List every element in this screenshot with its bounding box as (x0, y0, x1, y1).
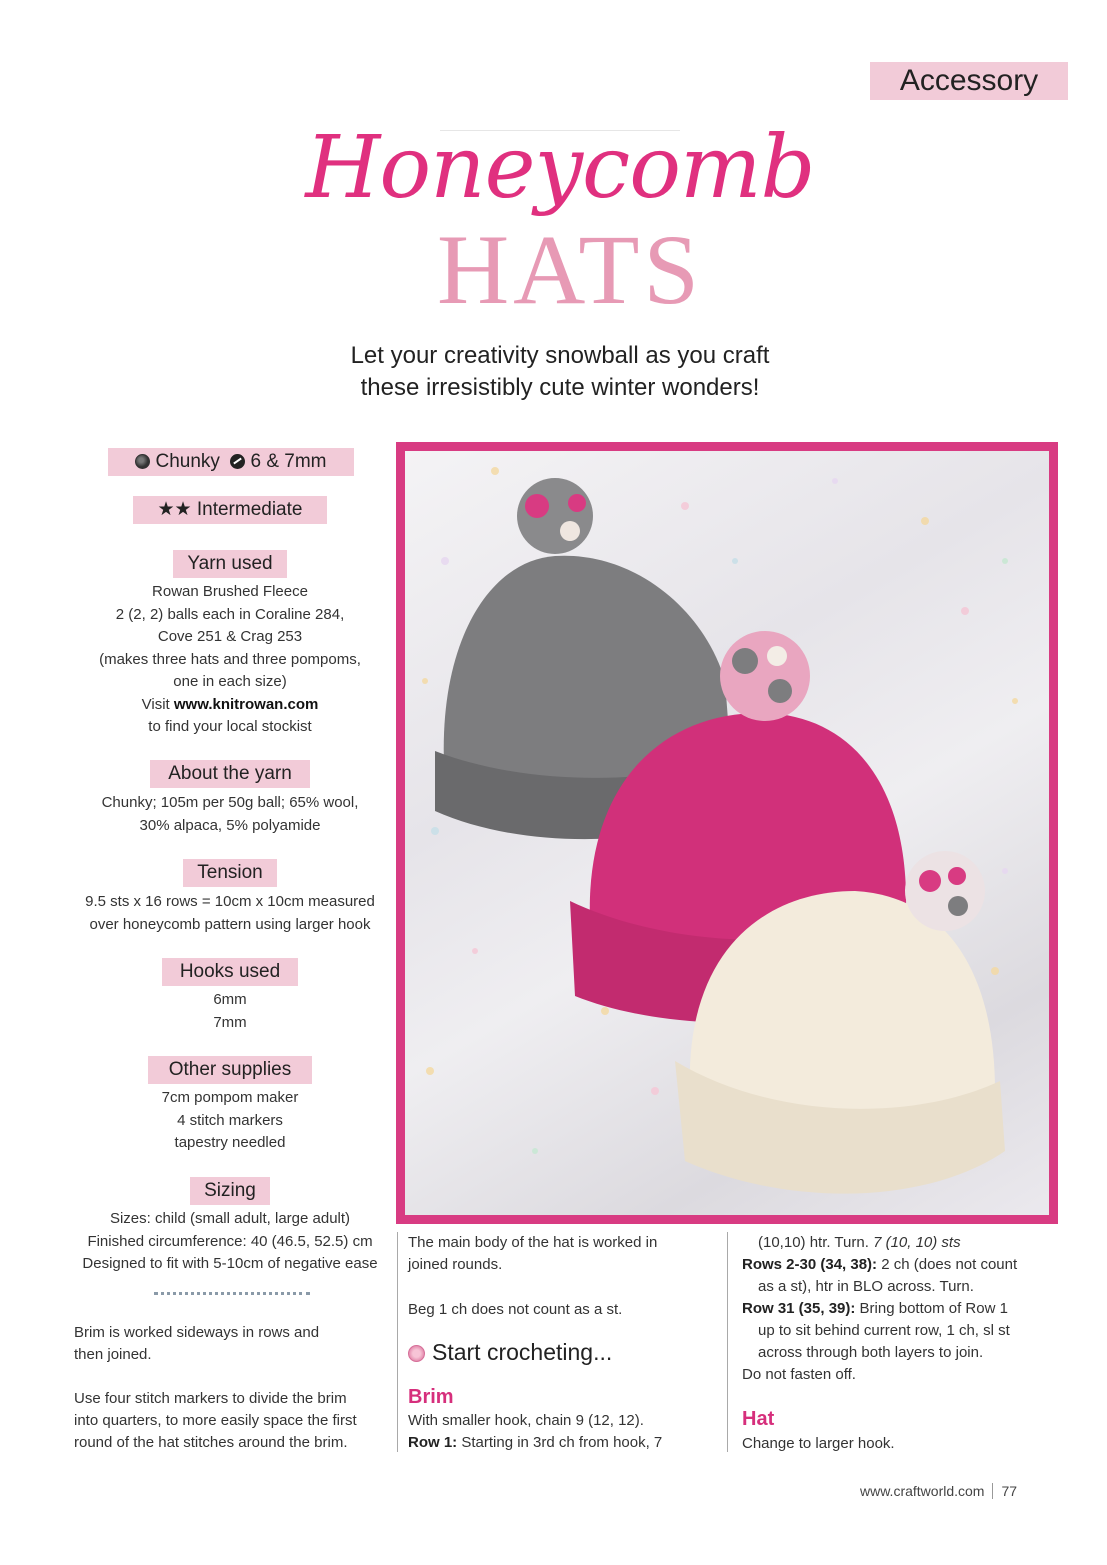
standfirst-line: Let your creativity snowball as you craft (350, 342, 770, 369)
row31-text: Bring bottom of Row 1 (859, 1300, 1008, 1317)
brim-instructions (408, 1410, 723, 1454)
tension-heading: Tension (183, 859, 277, 887)
difficulty-label: Intermediate (196, 499, 303, 520)
visit-text: Visit (141, 695, 170, 713)
info-line: 6mm (213, 991, 247, 1008)
page-number: 77 (1001, 1483, 1018, 1499)
page-footer (860, 1483, 1017, 1499)
difficulty-tag (133, 496, 327, 524)
photo-frame (396, 442, 1058, 1224)
dotted-divider (154, 1292, 310, 1295)
beg-note: Beg 1 ch does not count as a st. (408, 1301, 623, 1318)
info-line: 30% alpaca, 5% polyamide (139, 816, 321, 834)
right-instructions (742, 1232, 1062, 1386)
rows-line-2: as a st), htr in BLO across. Turn. (758, 1278, 974, 1295)
info-line: tapestry needled (174, 1134, 286, 1151)
info-line: to find your local stockist (148, 718, 312, 735)
supplies-heading: Other supplies (148, 1056, 312, 1084)
info-line: Sizes: child (small adult, large adult) (109, 1210, 351, 1227)
cont-text: (10,10) htr. Turn. (758, 1234, 869, 1251)
title-main: HATS (436, 214, 704, 325)
hooks-info (60, 989, 400, 1034)
note-line: round of the hat stitches around the brim. (74, 1434, 348, 1451)
continued-line (742, 1232, 1062, 1254)
info-line: 7mm (213, 1013, 247, 1031)
hook-size: 6 & 7mm (250, 451, 327, 472)
info-line: one in each size) (173, 673, 287, 690)
yarn-ball-icon (408, 1345, 425, 1362)
info-line: Cove 251 & Crag 253 (157, 628, 303, 645)
section-tag: Accessory (870, 62, 1068, 100)
hook-icon (230, 454, 245, 469)
visit-line (60, 694, 400, 717)
hats-illustration (405, 451, 1049, 1215)
info-line: (makes three hats and three pompoms, (99, 650, 361, 668)
footer-site[interactable]: www.craftworld.com (860, 1483, 985, 1499)
rows-text: 2 ch (does not count (881, 1256, 1018, 1273)
start-crocheting-heading (408, 1339, 612, 1366)
rowan-link[interactable]: www.knitrowan.com (173, 695, 319, 713)
sizing-heading: Sizing (190, 1177, 270, 1205)
info-line: 7cm pompom maker (161, 1089, 299, 1106)
note-line: then joined. (74, 1346, 152, 1363)
row31-line-3: across through both layers to join. (758, 1344, 984, 1361)
info-line: Rowan Brushed Fleece (152, 583, 308, 600)
row31-line (742, 1298, 1062, 1320)
rows-line (742, 1254, 1062, 1276)
row31-line-2: up to sit behind current row, 1 ch, sl st (758, 1322, 1010, 1339)
row1-text: Starting in 3rd ch from hook, 7 (461, 1434, 663, 1451)
column-divider (397, 1232, 398, 1452)
tension-info (60, 891, 400, 936)
hat-heading: Hat (742, 1408, 775, 1430)
standfirst-line: these irresistibly cute winter wonders! (360, 374, 760, 401)
rows-label: Rows 2-30 (34, 38): (742, 1256, 878, 1273)
text-line: The main body of the hat is worked in (408, 1234, 658, 1251)
title-script: Honeycomb (305, 118, 815, 218)
info-line: 4 stitch markers (177, 1111, 283, 1129)
brim-heading: Brim (408, 1386, 454, 1408)
stitch-count: 7 (10, 10) sts (873, 1234, 961, 1251)
hats-photo (405, 451, 1049, 1215)
text-line: joined rounds. (408, 1256, 503, 1273)
info-line: 9.5 sts x 16 rows = 10cm x 10cm measured (85, 893, 375, 910)
note-line: Brim is worked sideways in rows and (74, 1324, 320, 1341)
brim-note (74, 1322, 394, 1366)
note-line: into quarters, to more easily space the first (74, 1412, 357, 1429)
yarn-used-heading: Yarn used (173, 550, 287, 578)
info-line: Chunky; 105m per 50g ball; 65% wool, (101, 794, 359, 811)
info-line: over honeycomb pattern using larger hook (89, 915, 371, 933)
info-line: Finished circumference: 40 (46.5, 52.5) cm (87, 1232, 373, 1250)
note-line: Use four stitch markers to divide the brim (74, 1390, 347, 1407)
fasten-line: Do not fasten off. (742, 1366, 856, 1383)
supplies-info (60, 1087, 400, 1155)
markers-note (74, 1388, 394, 1454)
row31-label: Row 31 (35, 39): (742, 1300, 856, 1317)
sizing-info (60, 1208, 400, 1276)
yarn-used-info (60, 581, 400, 739)
about-yarn-info (60, 792, 400, 837)
info-line: 2 (2, 2) balls each in Coraline 284, (115, 605, 345, 623)
hooks-heading: Hooks used (162, 958, 298, 986)
difficulty-stars: ★★ (157, 499, 192, 520)
standfirst (250, 340, 870, 404)
middle-intro (408, 1232, 718, 1276)
row1-label: Row 1: (408, 1434, 458, 1451)
hat-instructions: Change to larger hook. (742, 1435, 895, 1452)
info-line: Designed to fit with 5-10cm of negative ease (82, 1255, 378, 1272)
row1-line (408, 1432, 723, 1454)
text-line: With smaller hook, chain 9 (12, 12). (408, 1412, 644, 1429)
yarn-ball-icon (135, 454, 150, 469)
start-label: Start crocheting... (432, 1339, 613, 1365)
yarn-weight: Chunky (155, 451, 220, 472)
yarn-hook-tag (108, 448, 354, 476)
column-divider (727, 1232, 728, 1452)
footer-separator (992, 1483, 993, 1499)
about-yarn-heading: About the yarn (150, 760, 310, 788)
